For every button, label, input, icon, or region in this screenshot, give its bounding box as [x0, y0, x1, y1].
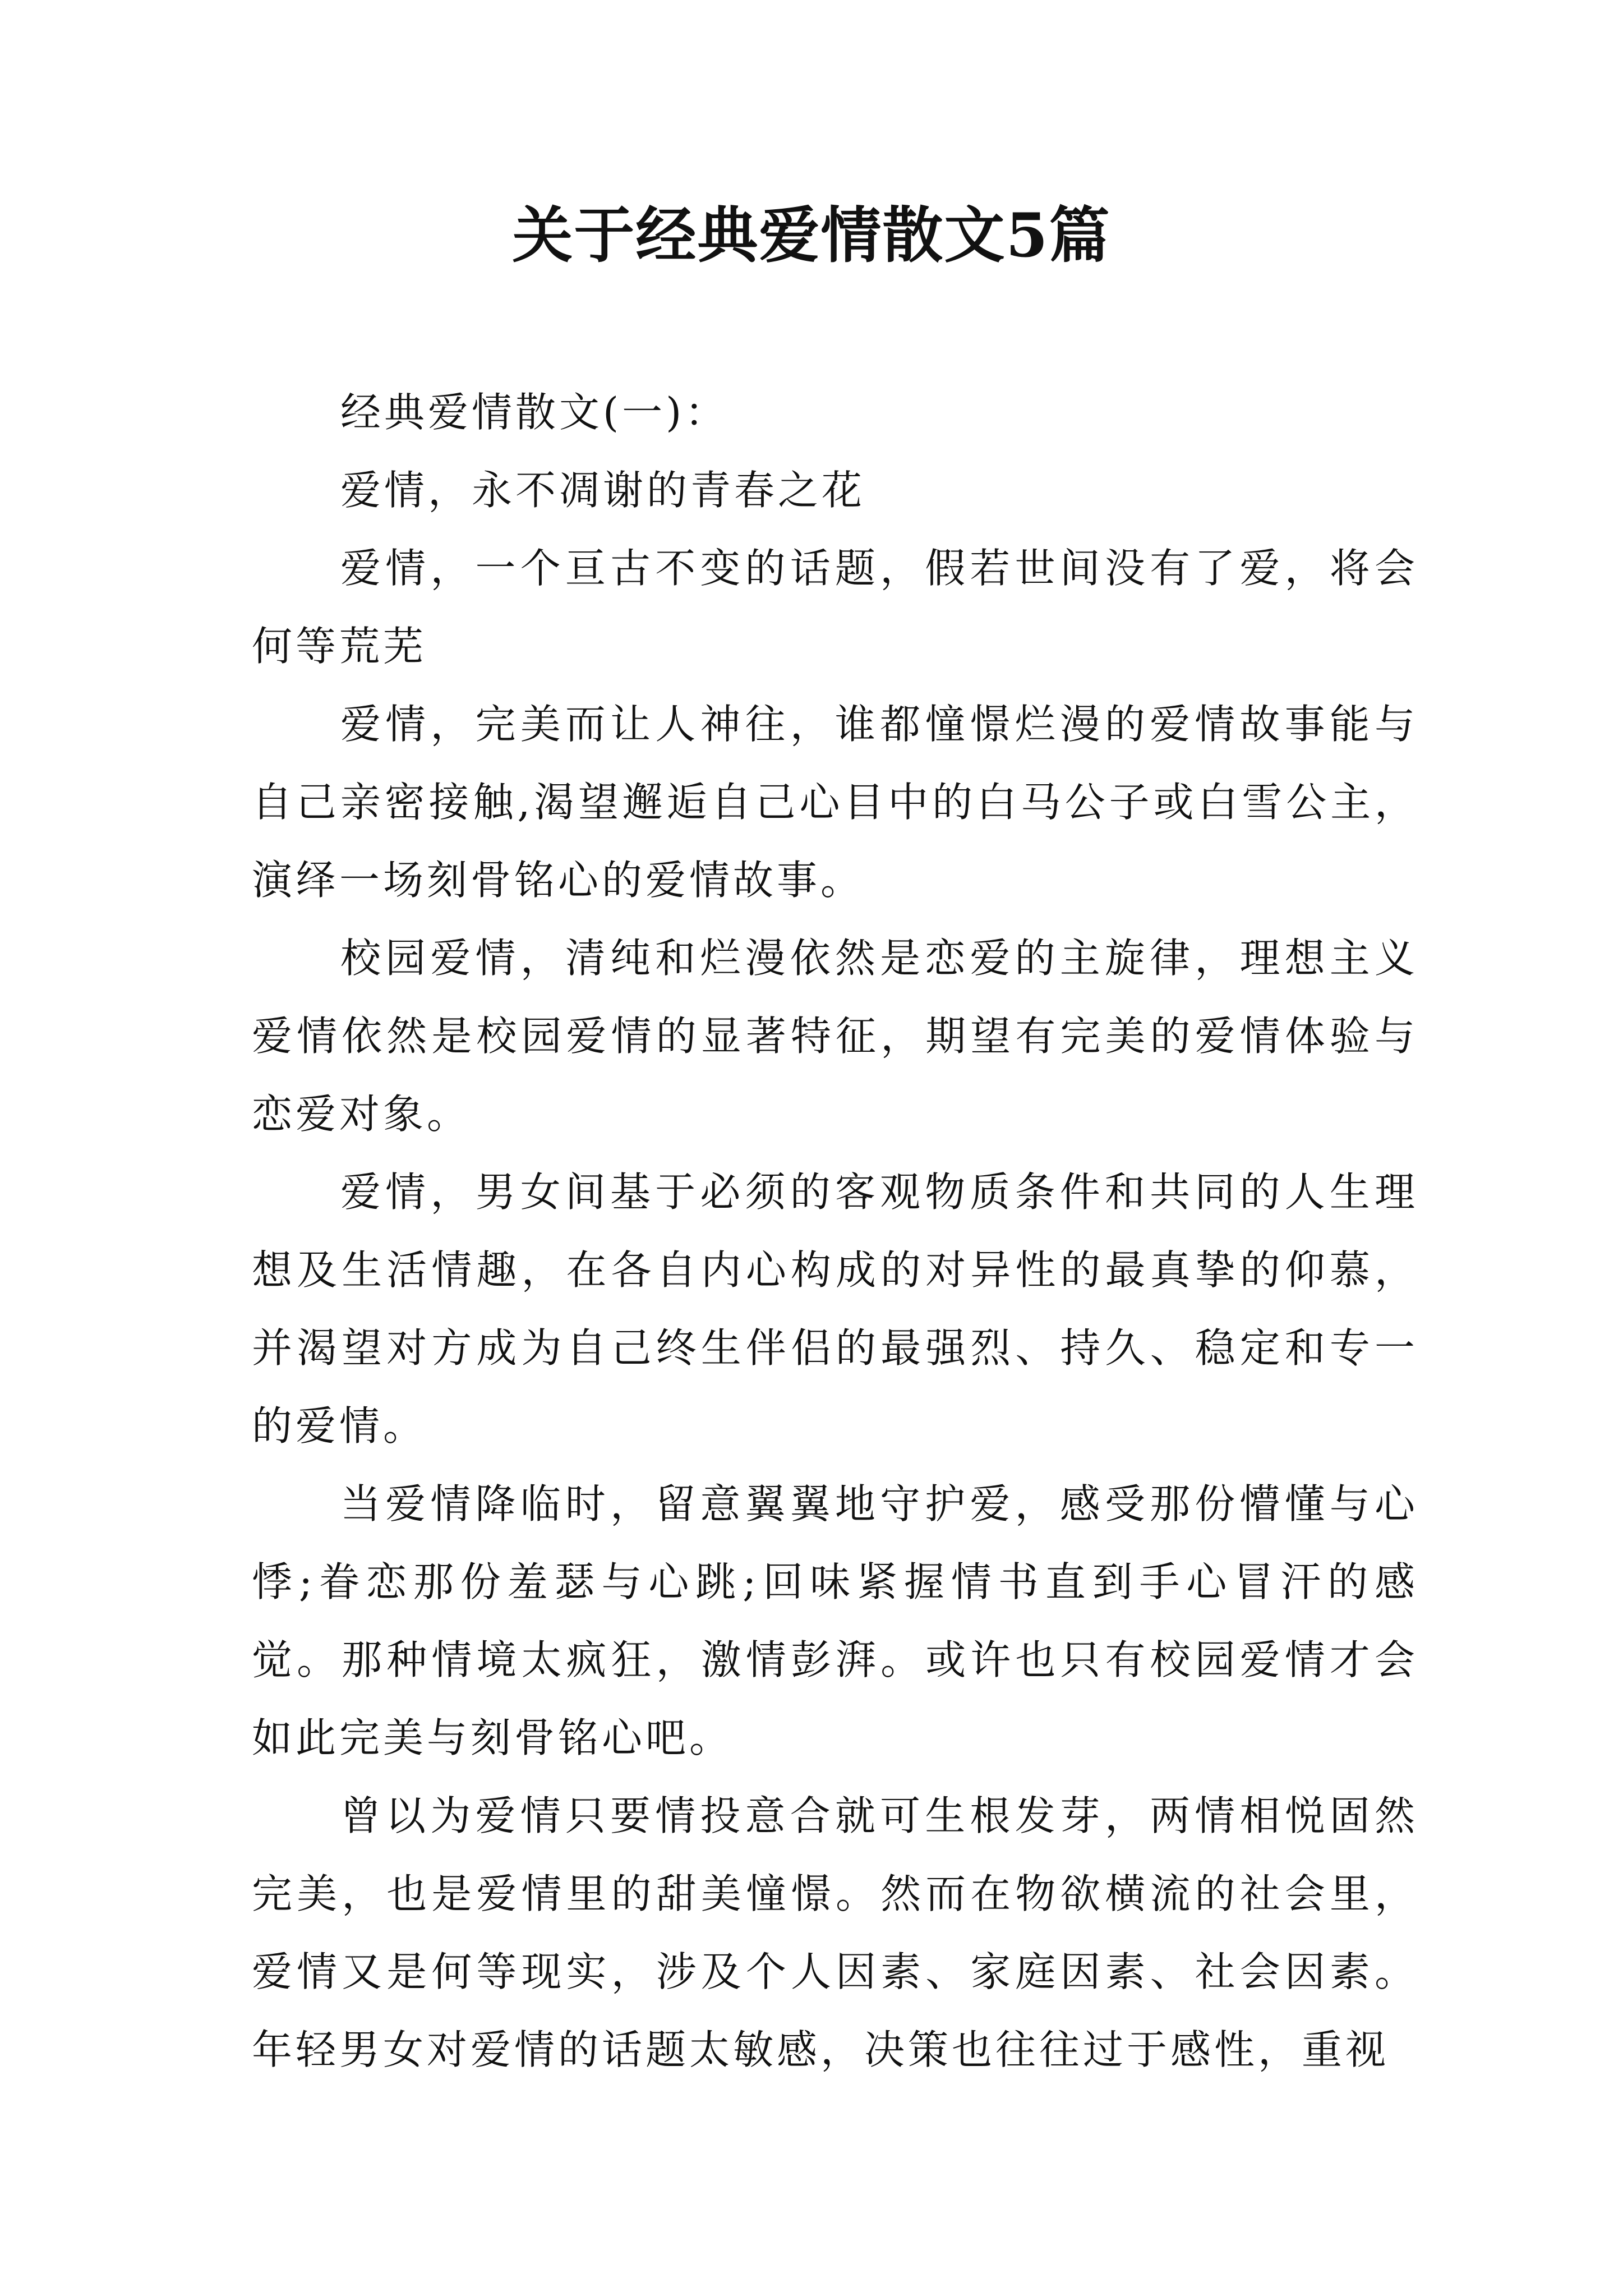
paragraph: 曾以为爱情只要情投意合就可生根发芽，两情相悦固然完美，也是爱情里的甜美憧憬。然而在物欲横流的社会里，爱情又是何等现实，涉及个人因素、家庭因素、社会因素。年轻男女对爱情的话题太敏感，决策也往往过于感性，重视	[252, 1792, 1418, 2073]
paragraph: 爱情，男女间基于必须的客观物质条件和共同的人生理想及生活情趣，在各自内心构成的对异性的最真挚的仰慕，并渴望对方成为自己终生伴侣的最强烈、持久、稳定和专一的爱情。	[252, 1168, 1418, 1450]
paragraph-subtitle: 爱情，永不凋谢的青春之花	[340, 467, 866, 514]
paragraph: 爱情，一个亘古不变的话题，假若世间没有了爱，将会何等荒芜	[252, 545, 1418, 670]
paragraph: 爱情，完美而让人神往，谁都憧憬烂漫的爱情故事能与自己亲密接触,渴望邂逅自己心目中的白马公子或白雪公主，演绎一场刻骨铭心的爱情故事。	[252, 701, 1418, 904]
document-body	[252, 374, 1418, 2089]
paragraph: 校园爱情，清纯和烂漫依然是恋爱的主旋律，理想主义爱情依然是校园爱情的显著特征，期望有完美的爱情体验与恋爱对象。	[252, 935, 1418, 1138]
paragraph-section-heading: 经典爱情散文(一)：	[340, 389, 729, 436]
paragraph: 当爱情降临时，留意翼翼地守护爱，感受那份懵懂与心悸;眷恋那份羞瑟与心跳;回味紧握情书直到手心冒汗的感觉。那种情境太疯狂，激情彭湃。或许也只有校园爱情才会如此完美与刻骨铭心吧。	[252, 1480, 1418, 1761]
document-title: 关于经典爱情散文5篇	[512, 200, 1111, 271]
